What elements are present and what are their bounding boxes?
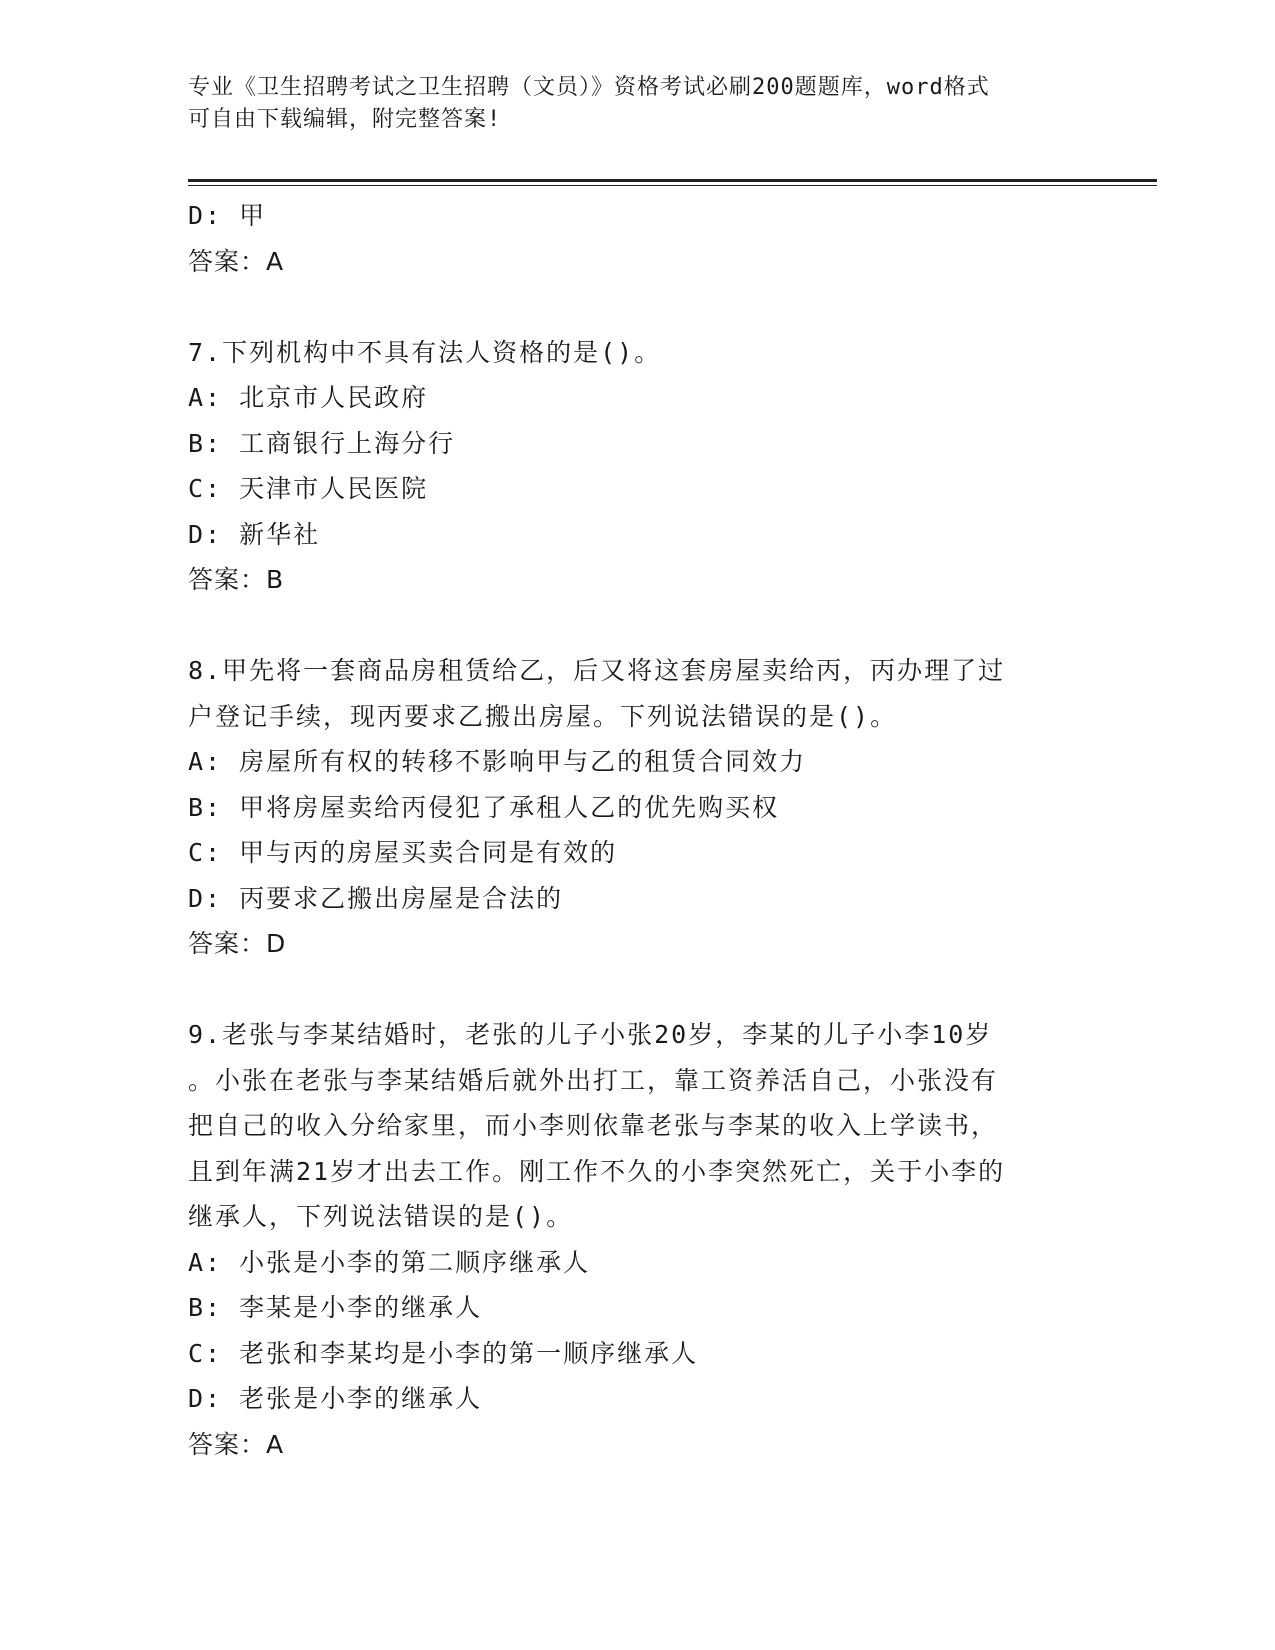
- spacer: [188, 284, 1088, 330]
- option-a: A: 小张是小李的第二顺序继承人: [188, 1247, 591, 1277]
- question-stem: 把自己的收入分给家里，而小李则依靠老张与李某的收入上学读书，: [188, 1111, 999, 1140]
- question-9: [188, 1012, 1088, 1467]
- question-stem: 9.老张与李某结婚时，老张的儿子小张20岁，李某的儿子小李10岁: [188, 1020, 993, 1049]
- answer: 答案：A: [188, 246, 285, 276]
- option-a: A: 房屋所有权的转移不影响甲与乙的租赁合同效力: [188, 747, 807, 776]
- question-stem: 7.下列机构中不具有法人资格的是()。: [188, 337, 662, 367]
- question-stem: 户登记手续，现丙要求乙搬出房屋。下列说法错误的是()。: [188, 701, 898, 731]
- option-d: D: 老张是小李的继承人: [188, 1384, 483, 1413]
- header-line-1: 专业《卫生招聘考试之卫生招聘（文员）》资格考试必刷200题题库，word格式: [188, 75, 990, 100]
- question-stem: 。小张在老张与李某结婚后就外出打工，靠工资养活自己，小张没有: [188, 1065, 999, 1095]
- question-stem: 继承人，下列说法错误的是()。: [188, 1202, 574, 1231]
- option-c: C: 老张和李某均是小李的第一顺序继承人: [188, 1338, 699, 1368]
- answer: 答案：B: [188, 565, 285, 594]
- page-header: [188, 72, 1088, 136]
- answer: 答案：D: [188, 929, 287, 958]
- option-d: D: 新华社: [188, 519, 321, 549]
- question-stem: 8.甲先将一套商品房租赁给乙，后又将这套房屋卖给丙，丙办理了过: [188, 656, 1006, 685]
- header-divider-thin: [188, 185, 1157, 186]
- option-c: C: 甲与丙的房屋买卖合同是有效的: [188, 838, 618, 867]
- question-8: [188, 648, 1088, 967]
- option-b: B: 甲将房屋卖给丙侵犯了承租人乙的优先购买权: [188, 792, 780, 822]
- header-divider-thick: [188, 179, 1157, 182]
- answer: 答案：A: [188, 1429, 285, 1459]
- option-a: A: 北京市人民政府: [188, 383, 429, 412]
- option-b: B: 李某是小李的继承人: [188, 1293, 483, 1322]
- option-d: D: 丙要求乙搬出房屋是合法的: [188, 883, 564, 913]
- option-c: C: 天津市人民医院: [188, 474, 429, 503]
- header-line-2: 可自由下载编辑，附完整答案!: [188, 107, 502, 132]
- question-list: [188, 193, 1088, 1467]
- option-b: B: 工商银行上海分行: [188, 428, 456, 458]
- question-7: [188, 330, 1088, 603]
- spacer: [188, 967, 1088, 1013]
- spacer: [188, 603, 1088, 649]
- option-d: D: 甲: [188, 201, 267, 230]
- question-stem: 且到年满21岁才出去工作。刚工作不久的小李突然死亡，关于小李的: [188, 1156, 1006, 1186]
